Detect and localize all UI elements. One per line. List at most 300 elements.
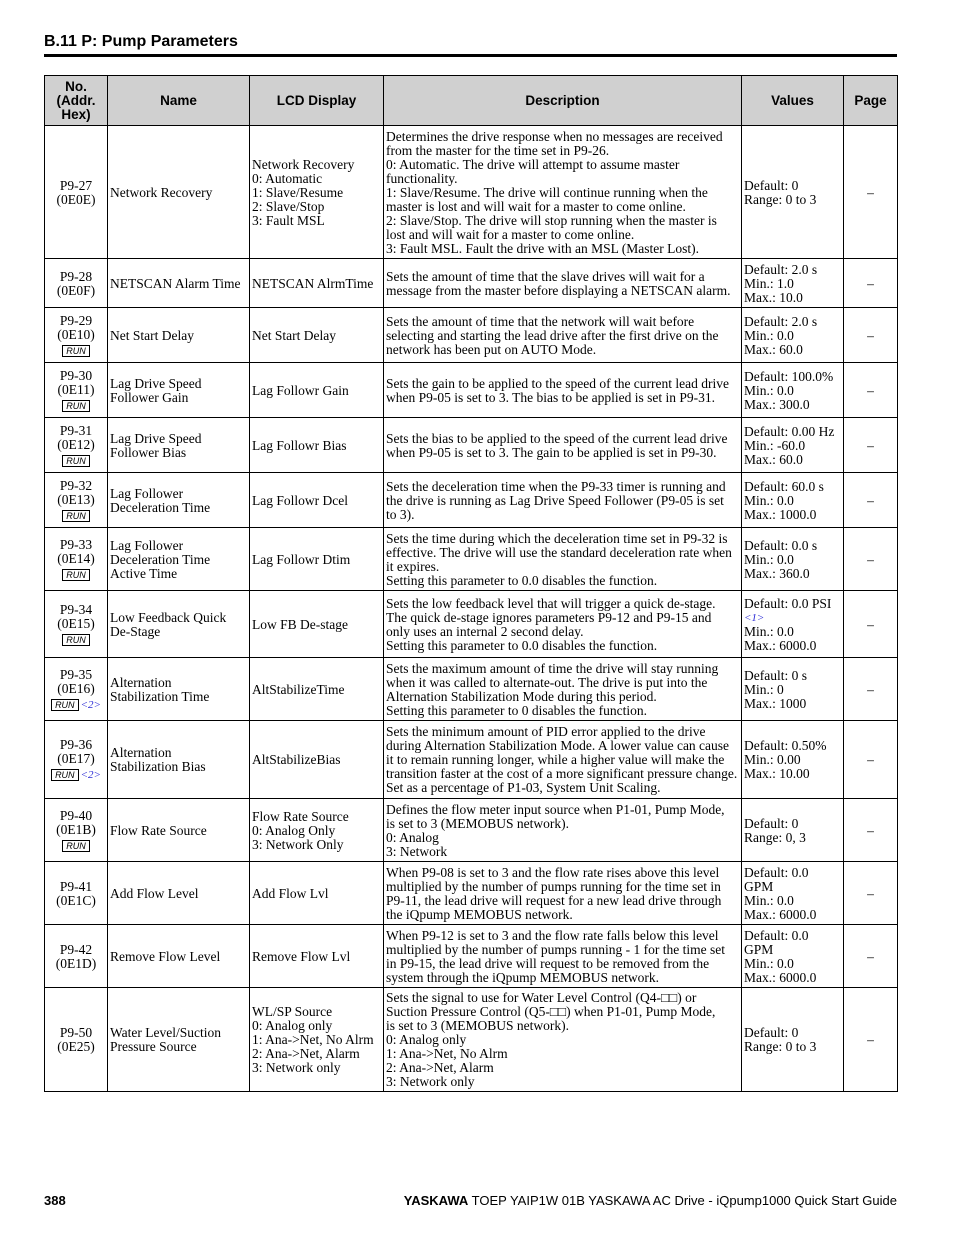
description-line: Sets the time during which the deceleration time set in P9-32 is xyxy=(386,530,728,546)
cell-description xyxy=(384,658,742,721)
parameter-number-line: (0E13) xyxy=(57,492,95,507)
description-line: the iQpump MEMOBUS network. xyxy=(386,906,573,922)
values-line: Max.: 1000.0 xyxy=(744,506,817,522)
cell-lcd-display xyxy=(250,363,384,418)
cell-description xyxy=(384,363,742,418)
description-line: during Alternation Stabilization Mode. A lower value can cause xyxy=(386,738,730,753)
cell-name xyxy=(108,259,250,308)
description-line: it to remain running longer, while a higher value will make the xyxy=(386,752,725,767)
description-line: it expires. xyxy=(386,558,440,574)
cell-values xyxy=(742,721,844,799)
name-line: Follower Gain xyxy=(110,389,189,405)
cell-parameter-number xyxy=(45,259,108,308)
parameter-number-line: P9-30 xyxy=(59,368,93,383)
cell-description xyxy=(384,126,742,259)
cell-page: – xyxy=(844,308,898,363)
parameter-number-line: P9-33 xyxy=(59,537,93,552)
values-line: Default: 2.0 s xyxy=(744,313,818,329)
parameter-number-line: (0E12) xyxy=(57,437,95,452)
values-line: Min.: -60.0 xyxy=(744,437,806,453)
lcd-line: 3: Network only xyxy=(252,1060,341,1075)
cell-values xyxy=(742,528,844,591)
description-line: lost and will wait for a master to come online. xyxy=(386,226,635,242)
values-line: Default: 0.0 xyxy=(744,927,809,943)
cell-lcd-display xyxy=(250,308,384,363)
lcd-line: Lag Followr Bias xyxy=(252,437,347,453)
description-line: in P9-15, the lead drive will request to be removed from the xyxy=(386,955,710,971)
values-line: GPM xyxy=(744,941,774,957)
run-badge: RUN xyxy=(62,634,90,646)
parameter-number-line: P9-36 xyxy=(59,737,93,752)
values-line: Min.: 0.0 xyxy=(744,892,794,908)
description-line: 1: Slave/Resume. The drive will continue running when the xyxy=(386,184,708,200)
description-line: master is lost and will wait for a master to come online. xyxy=(386,198,686,214)
badges xyxy=(47,838,105,852)
footer-doc-text: TOEP YAIP1W 01B YASKAWA AC Drive - iQpump1000 Quick Start Guide xyxy=(471,1193,897,1208)
name-line: Network Recovery xyxy=(110,184,213,200)
description-line: message from the master before displaying a NETSCAN alarm. xyxy=(386,282,731,298)
name-line: Flow Rate Source xyxy=(110,822,207,838)
description-line: Sets the amount of time that the network will wait before xyxy=(386,313,695,329)
description-line: multiplied by the number of pumps running - 1 for the time set xyxy=(386,941,725,957)
values-line: Default: 0 xyxy=(744,815,799,831)
lcd-line: 3: Network Only xyxy=(252,836,344,852)
table-row xyxy=(45,126,898,259)
table-row xyxy=(45,862,898,925)
parameter-number-line: (0E0F) xyxy=(56,282,96,298)
table-row xyxy=(45,473,898,528)
cell-description xyxy=(384,591,742,658)
title-rule xyxy=(44,54,897,57)
cell-description xyxy=(384,418,742,473)
description-line: multiplied by the number of pumps running for the time set in xyxy=(386,878,721,894)
values-line: Min.: 0.0 xyxy=(744,551,794,567)
cell-values xyxy=(742,591,844,658)
cell-page: – xyxy=(844,528,898,591)
cell-parameter-number xyxy=(45,473,108,528)
description-line: Sets the signal to use for Water Level Control (Q4-□□) or xyxy=(386,990,697,1005)
description-line: Set as a percentage of P1-03, System Unit Scaling. xyxy=(386,780,661,795)
cell-page: – xyxy=(844,418,898,473)
values-line: Default: 0.0 xyxy=(744,864,809,880)
table-row xyxy=(45,591,898,658)
name-line: Pressure Source xyxy=(110,1039,197,1054)
name-line: Deceleration Time xyxy=(110,499,211,515)
values-line: Min.: 1.0 xyxy=(744,275,794,291)
cell-parameter-number xyxy=(45,363,108,418)
parameter-number-line: (0E0E) xyxy=(56,191,96,207)
name-line: Lag Follower xyxy=(110,537,184,553)
table-row xyxy=(45,721,898,799)
values-line: Max.: 300.0 xyxy=(744,396,810,412)
description-line: The quick de-stage ignores parameters P9-12 and P9-15 and xyxy=(386,609,712,625)
cell-lcd-display xyxy=(250,799,384,862)
cell-name xyxy=(108,473,250,528)
lcd-line: Remove Flow Lvl xyxy=(252,948,351,964)
lcd-line: Add Flow Lvl xyxy=(252,885,329,901)
values-line: Default: 0.0 s xyxy=(744,537,818,553)
run-badge: RUN xyxy=(62,569,90,581)
header-values: Values xyxy=(742,76,844,126)
lcd-line: Lag Followr Gain xyxy=(252,382,349,398)
description-line: when it was called to alternate-out. The drive is put into the xyxy=(386,674,708,690)
header-lcd-display: LCD Display xyxy=(250,76,384,126)
table-row xyxy=(45,308,898,363)
cell-parameter-number xyxy=(45,925,108,988)
values-line: Default: 0 xyxy=(744,177,799,193)
cell-lcd-display xyxy=(250,528,384,591)
footer-doc-info xyxy=(404,1193,897,1208)
cell-values xyxy=(742,418,844,473)
values-line: Default: 100.0% xyxy=(744,368,834,384)
cell-lcd-display xyxy=(250,473,384,528)
parameter-number-line: (0E1D) xyxy=(55,955,97,971)
parameter-number-line: P9-41 xyxy=(59,878,93,894)
name-line: Active Time xyxy=(110,565,178,581)
description-line: When P9-12 is set to 3 and the flow rate falls below this level xyxy=(386,927,719,943)
values-line: Max.: 6000.0 xyxy=(744,969,817,985)
lcd-line: Flow Rate Source xyxy=(252,808,349,824)
badges xyxy=(47,567,105,581)
lcd-line: Low FB De-stage xyxy=(252,616,348,632)
values-line: Default: 0.0 PSI xyxy=(744,595,832,611)
name-line: Alternation xyxy=(110,674,172,690)
values-line: Max.: 1000 xyxy=(744,695,807,711)
description-line: system through the iQpump MEMOBUS network. xyxy=(386,969,659,985)
name-line: Lag Drive Speed xyxy=(110,430,202,446)
description-line: Defines the flow meter input source when P1-01, Pump Mode, xyxy=(386,801,725,817)
lcd-line: 2: Slave/Stop xyxy=(252,198,325,214)
cell-name xyxy=(108,591,250,658)
values-line: GPM xyxy=(744,878,774,894)
description-line: 3: Fault MSL. Fault the drive with an MSL (Master Lost). xyxy=(386,240,699,256)
parameter-number-line: (0E14) xyxy=(57,551,95,566)
cell-parameter-number xyxy=(45,862,108,925)
description-line: 0: Analog xyxy=(386,829,439,845)
table-row xyxy=(45,528,898,591)
description-line: Setting this parameter to 0 disables the function. xyxy=(386,702,647,718)
badges xyxy=(47,453,105,467)
cell-parameter-number xyxy=(45,308,108,363)
name-line: Water Level/Suction xyxy=(110,1025,221,1040)
description-line: Sets the bias to be applied to the speed of the current lead drive xyxy=(386,430,728,446)
section-title: B.11 P: Pump Parameters xyxy=(44,33,238,50)
name-line: Stabilization Time xyxy=(110,688,210,704)
description-line: P9-11, the lead drive will request for a new lead drive through xyxy=(386,892,722,908)
cell-name xyxy=(108,363,250,418)
values-line: Min.: 0.0 xyxy=(744,492,794,508)
parameter-number-line: P9-34 xyxy=(59,602,93,617)
parameter-number-line: P9-32 xyxy=(59,478,93,493)
description-line: selecting and starting the lead drive after the first drive on the xyxy=(386,327,719,343)
lcd-line: AltStabilizeTime xyxy=(252,681,345,697)
cell-lcd-display xyxy=(250,418,384,473)
lcd-line: Lag Followr Dtim xyxy=(252,551,351,567)
cell-parameter-number xyxy=(45,721,108,799)
description-line: Sets the gain to be applied to the speed of the current lead drive xyxy=(386,375,730,391)
name-line: Remove Flow Level xyxy=(110,948,221,964)
name-line: Deceleration Time xyxy=(110,551,211,567)
cell-parameter-number xyxy=(45,988,108,1092)
cell-parameter-number xyxy=(45,658,108,721)
values-line: Default: 0.00 Hz xyxy=(744,423,835,439)
cell-description xyxy=(384,528,742,591)
lcd-line: Net Start Delay xyxy=(252,327,336,343)
description-line: Suction Pressure Control (Q5-□□) when P1-01, Pump Mode, xyxy=(386,1004,716,1019)
values-line: Default: 0 xyxy=(744,1025,799,1040)
description-line: Determines the drive response when no messages are received xyxy=(386,128,723,144)
values-line: Min.: 0.0 xyxy=(744,623,794,639)
cell-page: – xyxy=(844,988,898,1092)
parameter-number-line: P9-28 xyxy=(59,268,93,284)
lcd-line: 2: Ana->Net, Alarm xyxy=(252,1046,360,1061)
footer-brand: YASKAWA xyxy=(403,1193,469,1208)
run-badge: RUN xyxy=(62,455,90,467)
name-line: Net Start Delay xyxy=(110,327,194,343)
description-line: is set to 3 (MEMOBUS network). xyxy=(386,815,569,831)
name-line: De-Stage xyxy=(110,623,161,639)
parameter-number-line: P9-27 xyxy=(59,177,93,193)
parameter-number-line: (0E16) xyxy=(57,680,95,696)
description-line: Sets the deceleration time when the P9-33 timer is running and xyxy=(386,478,726,494)
cell-page: – xyxy=(844,473,898,528)
description-line: Sets the amount of time that the slave drives will wait for a xyxy=(386,268,705,284)
note-reference[interactable]: <1> xyxy=(744,611,765,624)
values-line: Min.: 0.0 xyxy=(744,327,794,343)
values-line: Range: 0 to 3 xyxy=(744,1039,817,1054)
run-badge: RUN xyxy=(62,840,90,852)
description-line: transition faster at the cost of a more significant pressure change. xyxy=(386,766,738,781)
cell-description xyxy=(384,721,742,799)
values-line: Max.: 60.0 xyxy=(744,341,803,357)
description-line: from the master for the time set in P9-26. xyxy=(386,142,610,158)
cell-parameter-number xyxy=(45,418,108,473)
description-line: 0: Automatic. The drive will attempt to assume master xyxy=(386,156,680,172)
description-line: functionality. xyxy=(386,170,458,186)
values-line: Range: 0 to 3 xyxy=(744,191,817,207)
lcd-line: NETSCAN AlrmTime xyxy=(252,275,374,291)
run-badge: RUN xyxy=(51,769,79,781)
cell-name xyxy=(108,418,250,473)
parameter-number-line: P9-35 xyxy=(59,666,93,682)
parameter-number-line: (0E11) xyxy=(57,382,95,397)
description-line: Sets the maximum amount of time the drive will stay running xyxy=(386,660,719,676)
cell-lcd-display xyxy=(250,988,384,1092)
lcd-line: WL/SP Source xyxy=(252,1004,333,1019)
values-line: Default: 60.0 s xyxy=(744,478,824,494)
cell-name xyxy=(108,658,250,721)
cell-description xyxy=(384,799,742,862)
table-body xyxy=(45,126,898,1092)
cell-description xyxy=(384,259,742,308)
parameter-number-line: (0E15) xyxy=(57,616,95,631)
values-line: Default: 2.0 s xyxy=(744,261,818,277)
cell-values xyxy=(742,473,844,528)
description-line: Setting this parameter to 0.0 disables the function. xyxy=(386,572,658,588)
table-header-row xyxy=(45,76,898,126)
description-line: Setting this parameter to 0.0 disables the function. xyxy=(386,637,658,653)
cell-name xyxy=(108,925,250,988)
cell-values xyxy=(742,658,844,721)
table-row xyxy=(45,363,898,418)
description-line: When P9-08 is set to 3 and the flow rate rises above this level xyxy=(386,864,720,880)
cell-lcd-display xyxy=(250,126,384,259)
description-line: effective. The drive will use the standard deceleration rate when xyxy=(386,544,732,560)
cell-page: – xyxy=(844,591,898,658)
lcd-line: Network Recovery xyxy=(252,156,355,172)
cell-description xyxy=(384,473,742,528)
name-line: Lag Drive Speed xyxy=(110,375,202,391)
lcd-line: 3: Fault MSL xyxy=(252,212,325,228)
cell-description xyxy=(384,862,742,925)
parameter-number-line: P9-42 xyxy=(59,941,93,957)
cell-page: – xyxy=(844,259,898,308)
description-line: Alternation Stabilization Mode during this period. xyxy=(386,688,657,704)
note-reference[interactable]: <2> xyxy=(80,698,101,711)
description-line: to 3). xyxy=(386,506,415,522)
cell-lcd-display xyxy=(250,591,384,658)
cell-values xyxy=(742,363,844,418)
cell-page: – xyxy=(844,126,898,259)
badges xyxy=(47,767,105,782)
lcd-line: 0: Analog Only xyxy=(252,822,336,838)
cell-name xyxy=(108,126,250,259)
cell-page: – xyxy=(844,721,898,799)
badges xyxy=(47,343,105,357)
name-line: Alternation xyxy=(110,745,172,760)
description-line: only uses an internal 2 second delay. xyxy=(386,623,584,639)
parameter-number-line: (0E17) xyxy=(57,751,95,766)
table-row xyxy=(45,418,898,473)
description-line: the drive is running as Lag Drive Speed Follower (P9-05 is set xyxy=(386,492,724,508)
description-line: when P9-05 is set to 3. The gain to be applied is set in P9-30. xyxy=(386,444,717,460)
note-reference[interactable]: <2> xyxy=(80,769,101,781)
lcd-line: 0: Automatic xyxy=(252,170,323,186)
description-line: is set to 3 (MEMOBUS network). xyxy=(386,1018,569,1033)
cell-parameter-number xyxy=(45,799,108,862)
cell-values xyxy=(742,308,844,363)
lcd-line: 0: Analog only xyxy=(252,1018,333,1033)
table-row xyxy=(45,799,898,862)
values-line: Min.: 0.0 xyxy=(744,955,794,971)
name-line: Low Feedback Quick xyxy=(110,609,227,625)
lcd-line: 1: Slave/Resume xyxy=(252,184,344,200)
values-line: Max.: 10.0 xyxy=(744,289,803,305)
cell-description xyxy=(384,925,742,988)
cell-lcd-display xyxy=(250,658,384,721)
cell-values xyxy=(742,799,844,862)
cell-page: – xyxy=(844,363,898,418)
run-badge: RUN xyxy=(62,510,90,522)
values-line: Max.: 360.0 xyxy=(744,565,810,581)
run-badge: RUN xyxy=(62,400,90,412)
cell-description xyxy=(384,988,742,1092)
parameter-number-line: P9-50 xyxy=(59,1025,93,1040)
cell-name xyxy=(108,799,250,862)
cell-values xyxy=(742,862,844,925)
description-line: 0: Analog only xyxy=(386,1032,467,1047)
values-line: Max.: 60.0 xyxy=(744,451,803,467)
lcd-line: AltStabilizeBias xyxy=(252,752,341,767)
cell-page: – xyxy=(844,658,898,721)
name-line: Stabilization Bias xyxy=(110,759,206,774)
run-badge: RUN xyxy=(51,699,79,711)
cell-page: – xyxy=(844,799,898,862)
parameter-number-line: P9-29 xyxy=(59,313,93,328)
run-badge: RUN xyxy=(62,345,90,357)
badges xyxy=(47,632,105,646)
cell-name xyxy=(108,862,250,925)
cell-values xyxy=(742,925,844,988)
cell-name xyxy=(108,721,250,799)
cell-parameter-number xyxy=(45,591,108,658)
description-line: 2: Slave/Stop. The drive will stop running when the master is xyxy=(386,212,717,228)
lcd-line: 1: Ana->Net, No Alrm xyxy=(252,1032,374,1047)
header-no: No. (Addr. Hex) xyxy=(45,76,108,126)
parameter-number-line: P9-40 xyxy=(59,808,93,823)
name-line: Add Flow Level xyxy=(110,885,199,901)
badges xyxy=(47,697,105,712)
description-line: Sets the low feedback level that will trigger a quick de-stage. xyxy=(386,595,716,611)
parameter-number-line: (0E10) xyxy=(57,327,95,342)
cell-lcd-display xyxy=(250,259,384,308)
cell-parameter-number xyxy=(45,528,108,591)
cell-page: – xyxy=(844,862,898,925)
cell-values xyxy=(742,988,844,1092)
description-line: 2: Ana->Net, Alarm xyxy=(386,1060,494,1075)
description-line: Sets the minimum amount of PID error applied to the drive xyxy=(386,724,706,739)
cell-values xyxy=(742,126,844,259)
cell-name xyxy=(108,308,250,363)
values-line: Max.: 6000.0 xyxy=(744,637,817,653)
page-number: 388 xyxy=(44,1193,66,1208)
name-line: NETSCAN Alarm Time xyxy=(110,275,241,291)
table-row xyxy=(45,925,898,988)
values-line: Min.: 0 xyxy=(744,681,784,697)
values-line: Min.: 0.0 xyxy=(744,382,794,398)
cell-name xyxy=(108,528,250,591)
badges xyxy=(47,508,105,522)
description-line: when P9-05 is set to 3. The bias to be applied is set in P9-31. xyxy=(386,389,715,405)
table-row xyxy=(45,658,898,721)
name-line: Follower Bias xyxy=(110,444,187,460)
cell-parameter-number xyxy=(45,126,108,259)
cell-description xyxy=(384,308,742,363)
cell-lcd-display xyxy=(250,925,384,988)
description-line: 1: Ana->Net, No Alrm xyxy=(386,1046,508,1061)
values-line: Max.: 6000.0 xyxy=(744,906,817,922)
lcd-line: Lag Followr Dcel xyxy=(252,492,348,508)
description-line: network has been put on AUTO Mode. xyxy=(386,341,597,357)
cell-lcd-display xyxy=(250,721,384,799)
header-page: Page xyxy=(844,76,898,126)
header-description: Description xyxy=(384,76,742,126)
values-line: Max.: 10.00 xyxy=(744,766,810,781)
parameter-table xyxy=(44,75,898,1092)
values-line: Default: 0 s xyxy=(744,667,807,683)
values-line: Default: 0.50% xyxy=(744,738,827,753)
cell-values xyxy=(742,259,844,308)
parameter-number-line: (0E1B) xyxy=(56,822,96,837)
values-line: Min.: 0.00 xyxy=(744,752,801,767)
description-line: 3: Network xyxy=(386,843,448,859)
description-line: 3: Network only xyxy=(386,1074,475,1089)
badges xyxy=(47,398,105,412)
table-row xyxy=(45,259,898,308)
cell-name xyxy=(108,988,250,1092)
cell-lcd-display xyxy=(250,862,384,925)
table-row xyxy=(45,988,898,1092)
